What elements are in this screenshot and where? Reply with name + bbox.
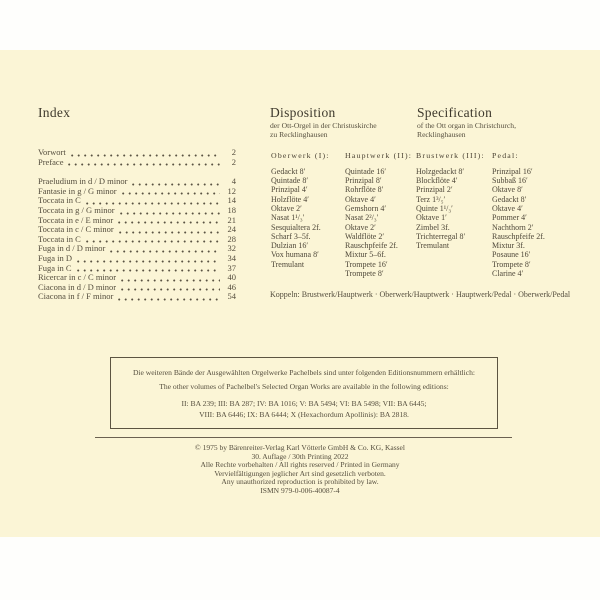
stop-item: Rauschpfeife 2f.: [492, 231, 545, 241]
stop-item: Tremulant: [416, 241, 450, 251]
imprint-line: 30. Auflage / 30th Printing 2022: [251, 451, 349, 461]
index-row: [38, 148, 236, 158]
stop-item: Holzgedackt 8′: [416, 166, 465, 176]
index-entry-label: Ciacona in f / F minor: [38, 291, 114, 302]
dot-leader: [110, 250, 220, 253]
division-header-oberwerk: Oberwerk (I):: [271, 151, 330, 160]
index-entry-label: Vorwort: [38, 147, 66, 157]
stop-item: Pommer 4′: [492, 213, 527, 223]
index-entry-page-number: 24: [227, 224, 236, 235]
index-front-list: [38, 148, 236, 167]
index-entry-page-number: 28: [227, 233, 236, 244]
stop-item: Prinzipal 4′: [271, 185, 308, 195]
dot-leader: [68, 163, 220, 166]
stop-item: Tremulant: [271, 259, 305, 269]
dot-leader: [121, 288, 220, 291]
stop-item: Scharf 3–5f.: [271, 231, 311, 241]
stop-item: Oktave 4′: [492, 203, 523, 213]
index-entry-label: Toccata in e / E minor: [38, 214, 114, 225]
index-row: [38, 292, 236, 302]
index-entry-page-number: 2: [231, 156, 236, 167]
disposition-subtitle: [270, 121, 377, 139]
index-entry-page-number: 14: [227, 195, 236, 206]
stop-item: Oktave 1′: [416, 213, 447, 223]
dot-leader: [121, 279, 220, 282]
index-entry-label: Fuga in C: [38, 262, 72, 273]
specification-title: Specification: [417, 105, 493, 120]
dot-leader: [71, 154, 220, 157]
stop-list-hauptwerk: [345, 167, 415, 279]
stop-list-oberwerk: [271, 167, 343, 269]
stop-item: Nasat 1¹/₃′: [271, 213, 305, 223]
stop-list-brustwerk: [416, 167, 490, 251]
index-entry-page-number: 54: [227, 291, 236, 302]
imprint-line: Any unauthorized reproduction is prohibited by law.: [221, 477, 379, 486]
index-entry-page-number: 12: [227, 185, 236, 196]
stop-item: Quintade 16′: [345, 166, 387, 176]
stop-item: Oktave 8′: [492, 185, 523, 195]
index-entry-label: Fuga in d / D minor: [38, 243, 106, 254]
dot-leader: [120, 212, 220, 215]
editions-numbers-line1: II: BA 239; III: BA 287; IV: BA 1016; V: BA 5494; VI: BA 5498; VII: BA 6445;: [181, 399, 427, 408]
index-entry-label: Toccata in c / C minor: [38, 224, 114, 235]
dot-leader: [122, 192, 220, 195]
index-entry-page-number: 2: [231, 147, 236, 157]
imprint-line: Vervielfältigungen jeglicher Art sind gesetzlich verboten.: [214, 468, 386, 478]
stop-item: Gedackt 8′: [492, 194, 527, 204]
book-page: [0, 50, 600, 537]
specification-subtitle: [417, 121, 516, 139]
stop-list-pedal: [492, 167, 562, 279]
division-header-hauptwerk: Hauptwerk (II):: [345, 151, 413, 160]
imprint-line: ISMN 979-0-006-40087-4: [260, 485, 340, 495]
division-header-pedal: Pedal:: [492, 151, 519, 160]
index-entry-page-number: 18: [227, 204, 236, 215]
index-entry-page-number: 21: [227, 214, 236, 225]
editions-note-english: The other volumes of Pachelbel's Selected Organ Works are available in the following editions:: [159, 381, 449, 391]
stop-item: Gemshorn 4′: [345, 203, 387, 213]
dot-leader: [132, 183, 220, 186]
division-brustwerk: [416, 151, 490, 250]
divider-rule: [95, 437, 512, 438]
index-entry-label: Praeludium in d / D minor: [38, 176, 128, 187]
disposition-subtitle-line2: zu Recklinghausen: [270, 130, 328, 139]
stop-item: Mixtur 5–6f.: [345, 250, 386, 260]
stop-item: Prinzipal 16′: [492, 166, 533, 176]
dot-leader: [118, 221, 220, 224]
stop-item: Rauschpfeife 2f.: [345, 241, 398, 251]
division-header-brustwerk: Brustwerk (III):: [416, 151, 485, 160]
stop-item: Nasat 2²/₃′: [345, 213, 379, 223]
disposition-title: Disposition: [270, 105, 336, 120]
stop-item: Waldflöte 2′: [345, 231, 385, 241]
index-entry-label: Fantasie in g / G minor: [38, 185, 117, 196]
stop-item: Mixtur 3f.: [492, 241, 525, 251]
index-entry-page-number: 46: [227, 281, 236, 292]
index-row: [38, 158, 236, 168]
stop-item: Trompete 8′: [492, 259, 531, 269]
stop-item: Rohrflöte 8′: [345, 185, 384, 195]
stop-item: Clarine 4′: [492, 269, 524, 279]
index-entry-page-number: 37: [227, 262, 236, 273]
division-pedal: [492, 151, 562, 278]
division-oberwerk: [271, 151, 343, 269]
dot-leader: [118, 298, 220, 301]
imprint-block: [0, 444, 600, 495]
index-entry-label: Preface: [38, 156, 64, 167]
stop-item: Quintade 8′: [271, 176, 309, 186]
index-entry-label: Toccata in C: [38, 233, 81, 244]
stop-item: Prinzipal 2′: [416, 185, 453, 195]
stop-item: Zimbel 3f.: [416, 222, 450, 232]
stop-item: Dulzian 16′: [271, 241, 309, 251]
stop-item: Posaune 16′: [492, 250, 531, 260]
index-title: Index: [38, 105, 71, 120]
index-entry-page-number: 34: [227, 252, 236, 263]
couplers-line: Koppeln: Brustwerk/Hauptwerk · Oberwerk/Hauptwerk · Hauptwerk/Pedal · Oberwerk/Pedal: [270, 290, 571, 299]
stop-item: Prinzipal 8′: [345, 176, 382, 186]
stop-item: Sesquialtera 2f.: [271, 222, 321, 232]
editions-box: [110, 357, 498, 429]
index-entry-page-number: 4: [231, 176, 236, 187]
stop-item: Subbaß 16′: [492, 176, 528, 186]
stop-item: Gedackt 8′: [271, 166, 306, 176]
stop-item: Holzflöte 4′: [271, 194, 309, 204]
stop-item: Trichterregal 8′: [416, 231, 466, 241]
division-hauptwerk: [345, 151, 415, 278]
specification-subtitle-line1: of the Ott organ in Christchurch,: [417, 121, 516, 130]
index-entry-page-number: 40: [227, 272, 236, 283]
index-entry-label: Fuga in D: [38, 252, 72, 263]
stop-item: Trompete 8′: [345, 269, 384, 279]
index-entry-label: Ciacona in d / D minor: [38, 281, 117, 292]
index-entry-label: Toccata in C: [38, 195, 81, 206]
stop-item: Blockflöte 4′: [416, 176, 458, 186]
stop-item: Oktave 2′: [271, 203, 302, 213]
stop-item: Terz 1³/₅′: [416, 194, 446, 204]
disposition-subtitle-line1: der Ott-Orgel in der Christuskirche: [270, 121, 377, 130]
index-entry-page-number: 32: [227, 243, 236, 254]
stop-item: Nachthorn 2′: [492, 222, 534, 232]
stop-item: Oktave 4′: [345, 194, 376, 204]
stop-item: Trompete 16′: [345, 259, 388, 269]
index-entry-label: Toccata in g / G minor: [38, 204, 115, 215]
index-works-list: [38, 177, 236, 302]
dot-leader: [86, 240, 220, 243]
imprint-line: © 1975 by Bärenreiter-Verlag Karl Vötterle GmbH & Co. KG, Kassel: [195, 443, 405, 452]
index-entry-label: Ricercar in c / C minor: [38, 272, 117, 283]
stop-item: Oktave 2′: [345, 222, 376, 232]
specification-subtitle-line2: Recklinghausen: [417, 130, 466, 139]
editions-note-german: Die weiteren Bände der Ausgewählten Orgelwerke Pachelbels sind unter folgenden Editionsnummern erhältlich:: [132, 368, 476, 377]
editions-numbers-line2: VIII: BA 6446; IX: BA 6444; X (Hexachordum Apollinis): BA 2818.: [199, 409, 409, 419]
index-list: [38, 148, 236, 302]
stop-item: Vox humana 8′: [271, 250, 319, 260]
imprint-line: Alle Rechte vorbehalten / All rights reserved / Printed in Germany: [200, 460, 400, 469]
dot-leader: [119, 231, 220, 234]
stop-item: Quinte 1¹/₃′: [416, 203, 453, 213]
dot-leader: [77, 260, 220, 263]
